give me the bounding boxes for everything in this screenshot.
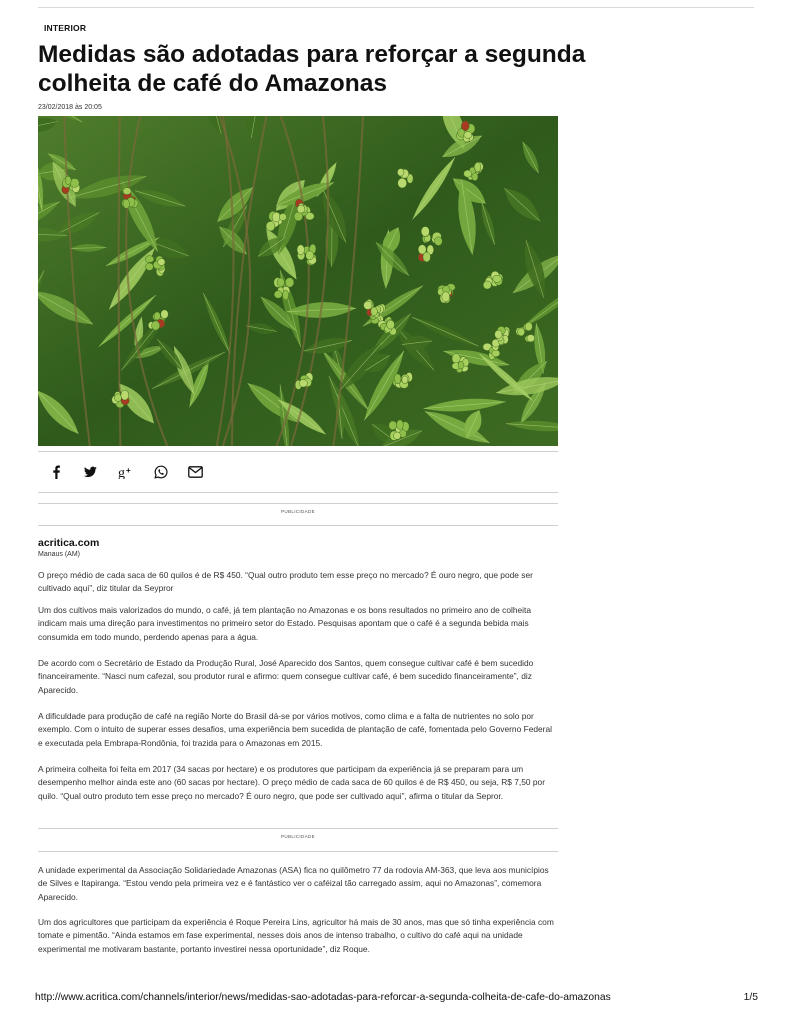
coffee-cherry xyxy=(285,278,294,288)
paragraph: O preço médio de cada saca de 60 quilos é de R$ 450. “Qual outro produto tem esse preço no mercado? É ouro negro, que pode ser cultivado aqui”, diz titular da Seypror xyxy=(38,570,533,594)
publish-date: 23/02/2018 às 20:05 xyxy=(38,104,102,111)
source-outlet: acritica.com xyxy=(38,537,100,549)
coffee-cherry xyxy=(161,310,169,319)
coffee-cherry xyxy=(397,169,404,177)
ad-bottom-divider xyxy=(38,525,558,526)
coffee-cherry xyxy=(371,307,378,316)
whatsapp-icon xyxy=(154,465,168,479)
coffee-cherry xyxy=(277,278,284,287)
footer-url[interactable]: http://www.acritica.com/channels/interior/news/medidas-sao-adotadas-para-reforcar-a-segunda-colheita-de-cafe-do-amazonas xyxy=(35,992,611,1003)
coffee-cherry xyxy=(145,256,154,263)
coffee-cherry xyxy=(398,178,407,188)
coffee-cherry xyxy=(297,205,305,213)
ad-label: PUBLICIDADE xyxy=(281,834,315,839)
coffee-cherry xyxy=(274,291,282,299)
coffee-cherry xyxy=(364,301,372,309)
article-title: Medidas são adotadas para reforçar a segunda colheita de café do Amazonas xyxy=(38,41,586,97)
facebook-share-button[interactable] xyxy=(38,460,73,484)
coffee-cherry xyxy=(527,335,535,342)
coffee-plant-image xyxy=(38,116,558,446)
coffee-cherry xyxy=(65,176,71,184)
coffee-cherry xyxy=(397,420,404,430)
coffee-cherry xyxy=(158,259,165,266)
coffee-cherry xyxy=(123,199,130,208)
ad-bottom-divider xyxy=(38,851,558,852)
email-share-button[interactable] xyxy=(178,460,213,484)
google-plus-icon xyxy=(118,465,134,479)
coffee-cherry xyxy=(464,170,472,177)
coffee-cherry xyxy=(495,330,502,339)
facebook-icon xyxy=(50,465,62,479)
top-divider xyxy=(38,7,754,8)
whatsapp-share-button[interactable] xyxy=(143,460,178,484)
paragraph: A primeira colheita foi feita em 2017 (34 sacas por hectare) e os produtores que participam da experiência já se preparam para um desempenho melhor ainda este ano (60 sacas por hectare). O preço médio de cada saca de 60 quilos é de R$ 450, ou seja, R$ 7,50 por quilo. “Qual outro produto tem esse preço no mercado? É ouro negro, que pode ser cultivado aqui”, afirma o titular da Sepror. xyxy=(38,764,546,801)
coffee-cherry xyxy=(297,245,304,255)
twitter-icon xyxy=(84,466,97,478)
article-photo xyxy=(38,116,558,446)
share-top-divider xyxy=(38,451,558,452)
paragraph: A unidade experimental da Associação Solidariedade Amazonas (ASA) fica no quilômetro 77 da rodovia AM-363, que leva aos municípios de Silves e Itapiranga. “Estou vendo pela primeira vez e é fantástico ver o caféizal tão carregado assim, aqui no Amazonas”, comemora Aparecido. xyxy=(38,865,549,902)
coffee-cherry xyxy=(115,394,122,402)
paragraph: Um dos cultivos mais valorizados do mundo, o café, já tem plantação no Amazonas e os bons resultados no primeiro ano de colheita indicam mais uma direção para investimentos no primeiro setor do Estado. Pesquisas apontam que o café é a segunda bebida mais consumida em todo mundo, perdendo apenas para a água. xyxy=(38,605,531,642)
share-bottom-divider xyxy=(38,492,558,493)
coffee-cherry xyxy=(123,188,131,195)
paragraph: A dificuldade para produção de café na região Norte do Brasil dá-se por vários motivos, como clima e a falta de nutrientes no solo por exemplo. Com o intuito de superar esses desafios, uma experiência bem sucedida de plantação de café, fomentada pelo Governo Federal e executada pela Embrapa-Rondônia, foi trazida para o Amazonas em 2015. xyxy=(38,711,552,748)
google-plus-share-button[interactable] xyxy=(108,460,143,484)
coffee-cherry xyxy=(402,376,408,384)
coffee-cherry xyxy=(483,281,491,289)
coffee-cherry xyxy=(279,213,286,220)
coffee-cherry xyxy=(154,312,160,320)
source-location: Manaus (AM) xyxy=(38,551,81,558)
coffee-cherry xyxy=(461,121,469,131)
coffee-cherry xyxy=(472,173,478,181)
paragraph: De acordo com o Secretário de Estado da Produção Rural, José Aparecido dos Santos, quem consegue cultivar café é bem sucedido financeiramente. “Nasci num cafezal, sou produtor rural e afirmo: quem consegue cultivar café, é bem sucedido financeiramente”, diz Aparecido. xyxy=(38,658,534,695)
coffee-cherry xyxy=(464,132,472,139)
coffee-cherry xyxy=(518,328,525,336)
share-bar xyxy=(38,460,213,484)
coffee-cherry xyxy=(146,263,154,270)
twitter-share-button[interactable] xyxy=(73,460,108,484)
section-label[interactable]: INTERIOR xyxy=(44,23,87,33)
coffee-cherry xyxy=(283,290,289,300)
svg-text:+: + xyxy=(125,466,131,475)
coffee-cherry xyxy=(121,390,129,400)
coffee-cherry xyxy=(435,237,443,246)
coffee-cherry xyxy=(493,275,502,282)
coffee-cherry xyxy=(389,421,397,430)
coffee-cherry xyxy=(421,227,429,237)
page-number: 1/5 xyxy=(743,992,758,1003)
coffee-cherry xyxy=(442,292,450,302)
ad-label: PUBLICIDADE xyxy=(281,509,315,514)
coffee-cherry xyxy=(387,320,395,329)
coffee-cherry xyxy=(418,245,426,254)
coffee-cherry xyxy=(299,380,307,388)
coffee-cherry xyxy=(394,374,401,384)
coffee-cherry xyxy=(458,362,464,369)
coffee-cherry xyxy=(306,251,314,260)
svg-text:g: g xyxy=(117,466,125,479)
coffee-cherry xyxy=(152,321,160,330)
ad-top-divider xyxy=(38,503,558,504)
coffee-cherry xyxy=(394,432,401,439)
coffee-cherry xyxy=(266,221,275,231)
paragraph: Um dos agricultores que participam da experiência é Roque Pereira Lins, agricultor há mais de 30 anos, mas que só tinha experiência com tomate e pimentão. “Ainda estamos em fase experimental, nesses dois anos de intenso trabalho, o cultivo do café aqui na unidade experimental me motivaram bastante, portanto investirei nessa oportunidade”, diz Roque. xyxy=(38,917,554,954)
coffee-cherry xyxy=(525,322,532,331)
ad-top-divider xyxy=(38,828,558,829)
email-icon xyxy=(188,466,203,478)
